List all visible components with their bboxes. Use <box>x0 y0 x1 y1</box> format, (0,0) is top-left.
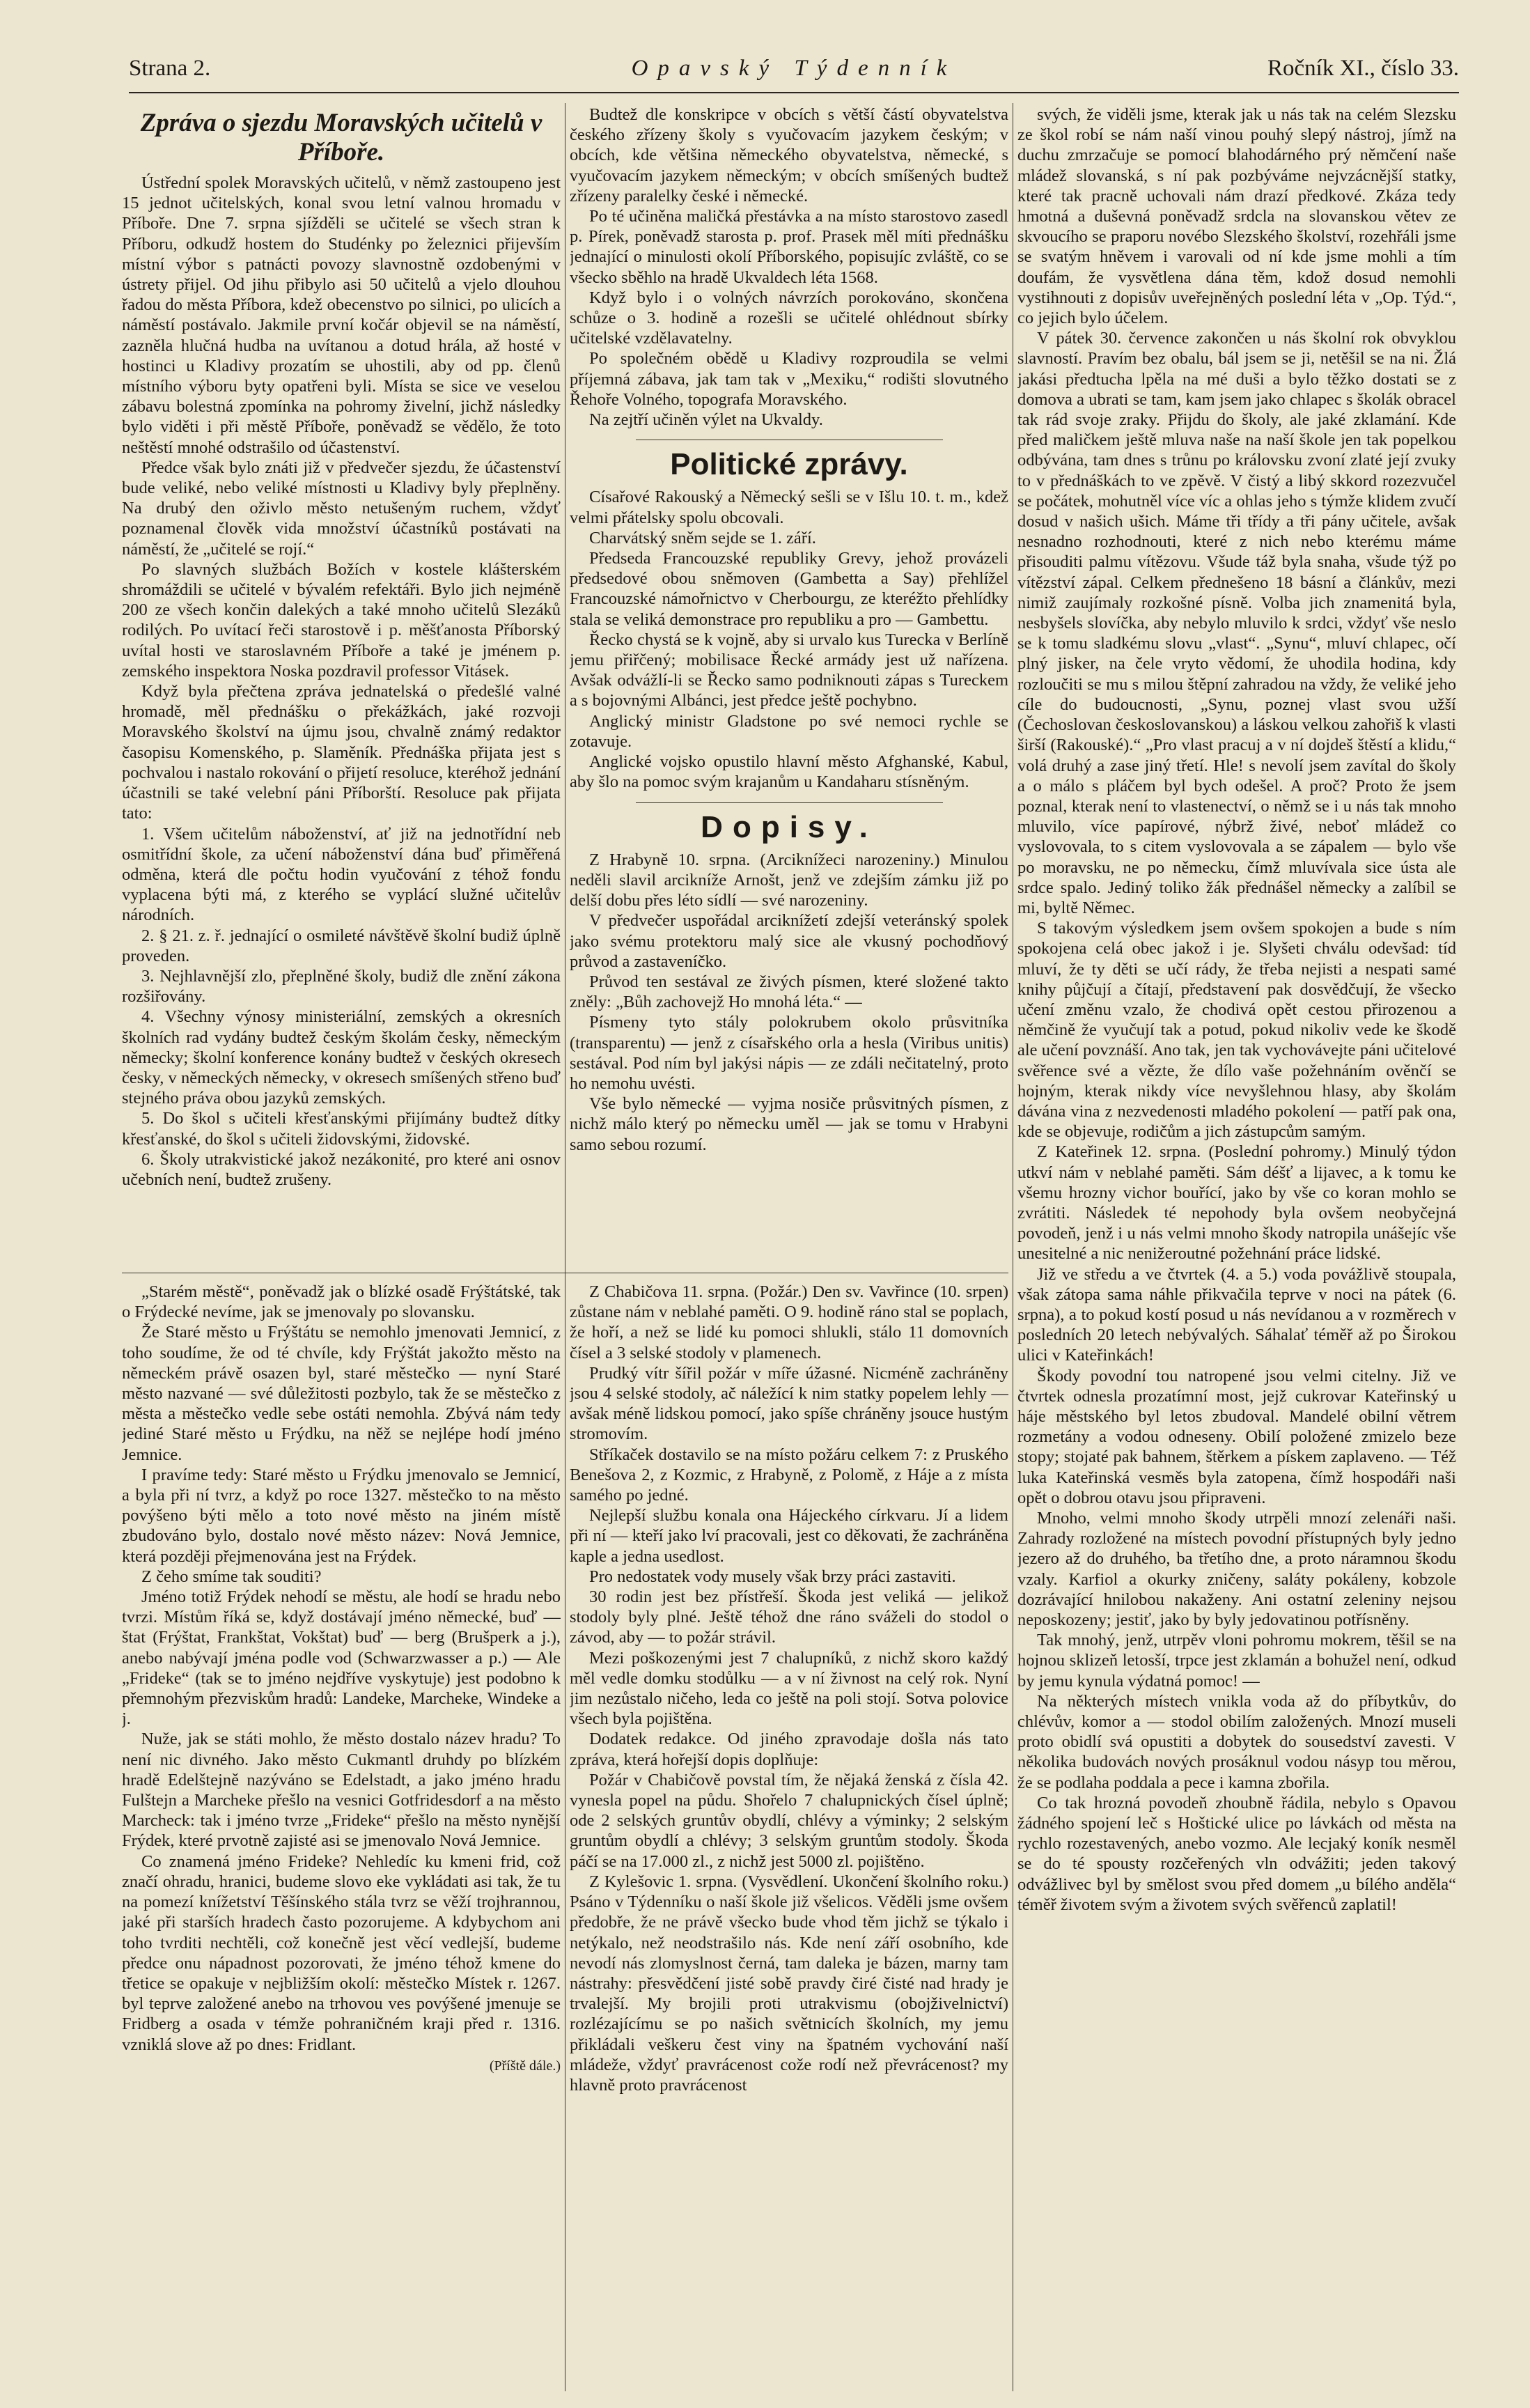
letters-section <box>570 850 1008 1155</box>
paragraph: Mezi poškozenými jest 7 chalupníků, z nichž skoro každý měl vedle domku stodůlku — a v ní živnost na celý rok. Nyní jim nezůstalo ničeho, leda co ještě na poli stojí. Sotva polovice všech byla pojištěna. <box>570 1648 1008 1729</box>
paragraph: Na některých místech vnikla voda až do příbytkův, do chlévův, komor a — stodol obilím založených. Mnozí museli proto obidlí svá opustiti a dobytek do sousedství zavesti. V několika budovách nových prosáknul vodou násyp tou měrou, že se podlaha poddala a pece i kamna zbořila. <box>1017 1691 1456 1792</box>
paragraph: V pátek 30. července zakončen u nás školní rok obvyklou slavností. Pravím bez obalu, bál jsem se ji, netěšil se na ni. Žlá jakási předtucha lpěla na mé duši a bylo těžko dostati se z domova a ubrati se tam, kam jsem jako chlapec s školák obracel tak rád svoje zraky. Přijdu do školy, ale jaké zklamání. Kde před maličkem ještě mluva naše na naší škole jen tak popelkou odbývána, tam dnes s trůnu po královsku zvoní zlaté její zvuky to v přednáškách to ve zpěvě. V čistý a libý skkord rozezvučel se počátek, mohutněl více víc a ohlas jeho s týmže klidem zvučí dosud v našich ušich. Máme tři třídy a tři pány učitele, avšak nesnadno rozhodnouti, které z nich nebo kterému máme přisouditi palmu vítězovu. Všude táž byla snaha, všude týž po vítězství zápal. Celkem přednešeno 18 básní a článkův, mezi nimiž zaujímaly rozkošné písně. Volba jich znamenitá byla, nesbyšels slovíčka, aby nebylo mluvilo k srdci, vždyť vše neslo se k tomu sladkému slovu „vlast“. „Synu“, mluví chlapec, očí plný jisker, na čele vryto vědomí, že uhodila hodina, kdy rozloučiti se mu s milou štěpní zahradou na vždy, že veliké jeho cíle do budoucnosti, „Synu, poznej vlast svou užší (Čechoslovan českoslovanskou) a láskou velkou zahořiš k vlasti širší (Rakouské).“ „Pro vlast pracuj a v ní dojdeš štěstí a klidu,“ volá druhý a zase jiný třetí. Hle! s nevolí jsem zavítal do školy a o málo s pláčem byl bych odešel. A proč? Proto že jsem poznal, kterak není to vlastenectví, o němž se i u nás tak mnoho mluvilo, více papírové, nýbrž živé, neboť mládež co vyslovovala, to s citem vyslovovala a se zápalem — bylo vše po moravsku, ne po německu, čímž mluvívala sice ústa ale srdce spalo. Jediný toliko žák přednášel německy a zalíbil se mi, byltě Němec. <box>1017 329 1456 917</box>
paragraph: Z Hrabyně 10. srpna. (Arciknížeci narozeniny.) Minulou neděli slavil arcikníže Arnošt, jenž ve zdejším zámku již po delší dobu přes léto sídlí — své narozeniny. <box>570 850 1008 910</box>
section-divider <box>636 802 943 803</box>
paragraph: Anglické vojsko opustilo hlavní město Afghanské, Kabul, aby šlo na pomoc svým krajanům u Kandaharu stísněným. <box>570 752 1008 792</box>
paragraph: Z Chabičova 11. srpna. (Požár.) Den sv. Vavřince (10. srpen) zůstane nám v neblahé paměti. O 9. hodině ráno stal se poplach, že hoří, a než se lidé ku pomoci shlukli, stálo 11 domovních čísel a 3 selské stodoly v plamenech. <box>570 1282 1008 1362</box>
article-continuation <box>570 104 1008 430</box>
paragraph: Když bylo i o volných návrzích porokováno, skončena schůze o 3. hodině a rozešli se učitelé ohlédnout sbírky učitelské vzdělavatelny. <box>570 288 1008 348</box>
politics-section <box>570 487 1008 792</box>
paragraph: Že Staré město u Frýštátu se nemohlo jmenovati Jemnicí, z toho soudíme, že od té chvíle, kdy Frýštát jakožto město na německém právě osazen byl, staré městečko — nyní Staré město nazvané — své důležitosti pozbylo, tak že se městečko z města a městečko vedle sebe ostáti nemohla. Zbývá nám tedy jediné Staré město u Frýdku, na něž se nejlépe hodí jméno Jemnice. <box>122 1323 561 1464</box>
paragraph: Požár v Chabičově povstal tím, že nějaká ženská z čísla 42. vynesla popel na půdu. Shořelo 7 chalupnických čísel úplně; ode 2 selských gruntův obydlí, chlévy a výminky; 2 selským gruntům obydlí a chlévy; 3 selským gruntům stodoly. Škoda páčí se na 17.000 zl., z nichž jest 5000 zl. pojištěno. <box>570 1770 1008 1871</box>
page-header <box>129 50 1459 93</box>
paragraph: Prudký vítr šířil požár v míře úžasné. Nicméně zachráněny jsou 4 selské stodoly, ač náležící k nim statky popelem lehly — avšak méně lidskou pomocí, jako spíše chráněny jsouce hustým stromovím. <box>570 1363 1008 1444</box>
continued-article <box>122 1282 561 2055</box>
paragraph: 4. Všechny výnosy ministeriální, zemských a okresních školních rad vydány budtež českým školám česky, německým německy; školní konference konány budtež v českých okresech česky, v německých německy, v okresech smíšených střeno buď stejného práva obou jazyků zemských. <box>122 1007 561 1108</box>
letters-heading: Dopisy. <box>701 809 877 844</box>
volume-issue: Ročník XI., číslo 33. <box>1267 56 1459 81</box>
paragraph: Ústřední spolek Moravských učitelů, v němž zastoupeno jest 15 jednot učitelských, konal svou letní valnou hromadu v Příboře. Dne 7. srpna sjížděli se učitelé se všech stran k Příboru, odkudž hostem do Studénky po železnici přijevším místní výbor s patnácti povozy slavnostně ozdobenými v ústrety přijel. Od jihu přibylo asi 50 učitelů a vjelo dlouhou řadou do města Příbora, kdež obecenstvo po silnici, po ulicích a náměstí postávalo. Jakmile první kočár objevil se na náměstí, zazněla hlučná hudba na uvítanou a dotud hrála, až hosté v hostinci u Kladivy prozatím se uhostili, aby od pp. členů místního výboru byty opatřeni byli. Místa se sice ve veselou zábavu bolestná zpomínka na pohromy živelní, jichž následky bylo viděti i při městě Příboře, poněvadž se vědělo, že toto neštěstí mnohé odstrašilo od účastenství. <box>122 173 561 457</box>
letters-column-3 <box>1017 104 1456 1915</box>
paragraph: V předvečer uspořádal arciknížetí zdejší veteránský spolek jako svému protektoru malý sice ale vkusný pochodňový průvod a zastaveníčko. <box>570 911 1008 971</box>
paragraph: Mnoho, velmi mnoho škody utrpěli mnozí zelenáři naši. Zahrady rozložené na místech povodní přístupných byly jedno jezero až do druhého, ba třetího dne, a proto náramnou škodu vzaly. Karfiol a okurky zničeny, saláty pokáleny, kobzole dozrávající hnilobou nakaženy. Ani ostatní zeleniny nejsou neposkozeny; jestiť, jako by byly jedovatinou potřísněny. <box>1017 1509 1456 1630</box>
paragraph: Pro nedostatek vody musely však brzy práci zastaviti. <box>589 1567 956 1586</box>
paragraph: Z čeho smíme tak souditi? <box>141 1567 322 1586</box>
paragraph: Předseda Francouzské republiky Grevy, jehož provázeli předsedové obou sněmoven (Gambetta a Say) přehlížel Francouzské námořnictvo v Cherbourgu, ze kteréžto přehlídky stala se veliká demonstrace pro republiku a pro — Gambettu. <box>570 549 1008 629</box>
column-3 <box>1017 104 1456 2389</box>
paragraph: Po slavných službách Božích v kostele klášterském shromáždili se učitelé v bývalém refektáři. Bylo jich nejméně 200 ze všech končin dalekých a také mnoho učitelů Slezáků rodilých. Po uvítací řeči starostově i p. měšťanosta Příborský uvítal hosti ve staroslavném Příboře a také je jménem p. zemského inspektora Noska pozdravil professor Vitásek. <box>122 559 561 681</box>
paragraph: Řecko chystá se k vojně, aby si urvalo kus Turecka v Berlíně jemu přiřčený; mobilisace Řecké armády jest už nařízena. Avšak odvážlí-li se Řecko samo podniknouti zápas s Tureckem a s bojovnými Albánci, jest předce ještě pochybno. <box>570 630 1008 710</box>
paragraph: Jméno totiž Frýdek nehodí se městu, ale hodí se hradu nebo tvrzi. Místům říká se, když dostávají jméno německé, buď — štat (Frýštat, Frankštat, Vokštat) buď — berg (Brušperk a j.), anebo nabývají jména podle vod (Schwarzwasser a p.) — Ale „Frideke“ (tak se to jméno nejdříve vyskytuje) jest podobno k přemnohým přezviskům hradů: Landeke, Marcheke, Windeke a j. <box>122 1587 561 1729</box>
paragraph: 30 rodin jest bez přístřeší. Škoda jest veliká — jelikož stodoly byly plné. Ještě téhož dne ráno sváželi do stodol o závod, aby — to požár strávil. <box>570 1587 1008 1647</box>
paragraph: Škody povodní tou natropené jsou velmi citelny. Již ve čtvrtek odnesla prozatímní most, jejž cukrovar Kateřinský u háje městského byl letos zbudoval. Mandelé obilní větrem rozmetány a vodou odneseny. Obilí položené zmizelo beze stopy; stojaté pak bahnem, štěrkem a pískem zaplaveno. — Též luka Kateřinská vesměs byla zatopena, čímž hospodáři naši opět o dobrou otavu jsou připraveni. <box>1017 1366 1456 1507</box>
paragraph: I pravíme tedy: Staré město u Frýdku jmenovalo se Jemnicí, a byla při ní tvrz, a když po roce 1327. městečko to na město povýšeno býti mělo a toto nové město na jiném místě zbudováno bylo, dostalo nové město název: Nová Jemnice, která později přejmenována jest na Frýdek. <box>122 1465 561 1566</box>
article-title: Zpráva o sjezdu Moravských učitelů v Příboře. <box>140 109 542 166</box>
paragraph: 5. Do škol s učiteli křesťanskými přijímány budtež dítky křesťanské, do škol s učiteli židovskými, židovské. <box>122 1109 561 1149</box>
page-number: Strana 2. <box>129 56 211 81</box>
paragraph: Budtež dle konskripce v obcích s větší částí obyvatelstva českého zřízeny školy s vyučovacím jazykem českým; v obcích, kde většina německého obyvatelstva, německé, s vyučovacím jazykem německým; v obcích smíšených budtež zřízeny paralelky české i německé. <box>570 105 1008 205</box>
continued-note: (Příště dále.) <box>489 2058 561 2074</box>
paragraph: Po té učiněna maličká přestávka a na místo starostovo zasedl p. Pírek, poněvadž starosta p. prof. Prasek měl míti přednášku jednající o minulosti okolí Příborského, popisujíc zvláště, co se všecko sběhlo na hradě Ukvaldech léta 1568. <box>570 207 1008 287</box>
paragraph: 6. Školy utrakvistické jakož nezákonité, pro které ani osnov učebních není, budtež zrušeny. <box>122 1149 561 1189</box>
paragraph: Písmeny tyto stály polokrubem okolo průsvitníka (transparentu) — jenž z císařského orla a hesla (Viribus unitis) sestával. Pod ním byl jakýsi nápis — ze zdáli nečitatelný, proto ho nemohu uvésti. <box>570 1013 1008 1093</box>
paragraph: Nejlepší službu konala ona Hájeckého církvaru. Jí a lidem při ní — kteří jako lví pracovali, jest co děkovati, že zachráněna kaple a jedna usedlost. <box>570 1506 1008 1566</box>
paragraph: Průvod ten sestával ze živých písmen, které složené takto zněly: „Bůh zachovejž Ho mnohá léta.“ — <box>570 972 1008 1012</box>
paragraph: Tak mnohý, jenž, utrpěv vloni pohromu mokrem, těšil se na hojnou sklizeň letosší, trpce jest zklamán a bohužel není, odkud by jemu kynula výdatná pomoc! — <box>1017 1631 1456 1691</box>
paragraph: Na zejtří učiněn výlet na Ukvaldy. <box>589 410 823 430</box>
politics-heading: Politické zprávy. <box>670 447 908 482</box>
paragraph: Charvátský sněm sejde se 1. září. <box>589 528 816 547</box>
paragraph: Císařové Rakouský a Německý sešli se v Išlu 10. t. m., kdež velmi přátelsky spolu obcovali. <box>570 488 1008 527</box>
paragraph: Vše bylo německé — vyjma nosiče průsvitných písmen, z nichž málo který po německu uměl — jak se tomu v Hrabyni samo sebou rozumí. <box>570 1094 1008 1154</box>
paragraph: Dodatek redakce. Od jiného zpravodaje došla nás tato zpráva, která hořejší dopis doplňuje: <box>570 1730 1008 1769</box>
masthead-title: Opavský Týdenník <box>631 56 957 81</box>
paragraph: 2. § 21. z. ř. jednající o osmileté návštěvě školní budiž úplně proveden. <box>122 926 561 965</box>
paragraph: Již ve středu a ve čtvrtek (4. a 5.) voda povážlivě stoupala, však zátopa sama náhle přikvačila teprve v noci na pátek (6. srpna), a to pokud kostí posud u nás nevídanou a v rozměrech v posledních 20 letech nebývalých. Sáhalať téměř až po Širokou ulici v Kateřinkách! <box>1017 1264 1456 1365</box>
paragraph: Předce však bylo znáti již v předvečer sjezdu, že účastenství bude veliké, nebo veliké místnosti u Kladivy byly přeplněny. Na drubý den oživlo město netušeným ruchem, vždyť poznamenal člověk vida množství účastníků postávati na náměstí, že „učitelé se rojí.“ <box>122 458 561 559</box>
paragraph: Z Kateřinek 12. srpna. (Poslední pohromy.) Minulý týdon utkví nám v neblahé paměti. Sám déšť a lijavec, a k tomu ke všemu hrozny vichor bouřící, jako by vše co koran mohlo se zvrátiti. Následek té nepohody byla ovšem neobyčejná povodeň, jenž i u nás velmi mnoho škody natropila unášejíc vše unesitelné a nic nenižeroutné požehnání práce lidské. <box>1017 1142 1456 1264</box>
column-1-top <box>122 104 561 1269</box>
article-body <box>122 173 561 1190</box>
column-2-top <box>570 104 1008 1269</box>
letters-continued <box>570 1282 1008 2095</box>
paragraph: Co tak hrozná povodeň zhoubně řádila, nebylo s Opavou žádného spojení leč s Hoštické ulice po lávkách od města na rychlo rozestavených, anebo vozmo. Ale lecjaký koník nesměl se do té spousty rozčeřených vln odvážiti; jeden takový odvážlivec byl by smělost svou před domem „u bílého anděla“ téměř životem svým a životem svých svěřenců zaplatil! <box>1017 1793 1456 1914</box>
paragraph: Z Kylešovic 1. srpna. (Vysvědlení. Ukončení školního roku.) Psáno v Týdenníku o naší škole již všelicos. Věděli jsme ovšem předobře, že ne právě všecko bude vhod těm jichž se týkalo i netýkalo, než neodstrašilo nás. Kde není září osobního, kde nevodí nás zlomyslnost černá, tam daleka je bázen, marny tam nástrahy: přesvědčení jisté sobě pravdy čiré čisté nad hrady je trvalejší. My brojili proti utrakvismu (obojživelnictví) rozlézajícímu se po našich světnicích školních, my jemu přikládali veškeru čest viny na špatném vychování naší mládeže, vždyť pravrácenost cože rodí než převrácenost? my hlavně proto pravrácenost <box>570 1872 1008 2095</box>
column-2-bottom <box>570 1282 1008 2389</box>
paragraph: Co znamená jméno Frideke? Nehledíc ku kmeni frid, což značí ohradu, hranici, budeme slovo eke vykládati asi tak, že tu na pomezí knížetství Těšínského stála tvrz se věží trojhrannou, jaké při starších hradech často pozorujeme. A kdybychom ani toho tvrditi nechtěli, což konečně jest věcí vedlejší, budeme předce onu nápadnost pozorovati, že jméno téhož kmene do třetice se opakuje v nejbližším okolí: městečko Místek r. 1267. byl teprve založené anebo na trhovou ves povýšené jmenuje se Fridberg a osada v témže pohraničném kraji před r. 1316. vzniklá slove až po dnes: Fridlant. <box>122 1851 561 2054</box>
paragraph: svých, že viděli jsme, kterak jak u nás tak na celém Slezsku ze škol robí se nám naší vinou pouhý slepý nástroj, jímž na duchu zmrzačuje se pomocí blahodárného prý němčení naše mládež slovanská, s ní pak pozbýváme nejvzácnější statky, které tak pracně uchovali nám drazí předkové. Zkáza tedy hmotná a duševná poněvadž srdcla na slovanskou větev ze skvoucího se praporu novébo Slezského školství, rozehřáli jsme se svatým hněvem i varovali od ní kde jsme mohli a tím doufám, že vysvětlena dána těm, kdož dosud nemohli vystihnouti z dopisův uveřejněných poslední léta v „Op. Týd.“, co jejich bylo účelem. <box>1017 105 1456 328</box>
paragraph: S takovým výsledkem jsem ovšem spokojen a bude s ním spokojena celá obec jakož i je. Slyšeti chválu odevšad: tíd mluví, že ty děti se učí rády, že třeba nejisti a nespati samé knihy půjčují a čítají, představení pak dosvědčují, že všecko učení změnu vzalo, že chodivá opět cestou přirozenou a němčině že vyučují tak a potud, pokud nikoliv vede ke škodě ale učení povznáší. Ano tak, jen tak vychovávejte páni učitelové svěřence své a vězte, že dílo vaše požehnáním ověnčí se hojným, kterak nikdy více nevyšlehnou hlasy, aby školám dávána vina z nezvedenosti mladého pokolení — patří pak ona, kde se objevuje, rodičům a jich zástupcům samým. <box>1017 919 1456 1142</box>
paragraph: Když byla přečtena zpráva jednatelská o předešlé valné hromadě, měl přednášku o překážkách, jaké rozvoji Moravského školství na újmu jsou, chvalně známý redaktor časopisu Komenského, p. Slaměník. Přednáška přijata jest s pochvalou i nastalo rokování o přijetí resoluce, kteréhož jednání účastnili se také velební páni Příborští. Resoluce pak přijata tato: <box>122 682 561 823</box>
paragraph: Nuže, jak se státi mohlo, že město dostalo název hradu? To není nic divného. Jako město Cukmantl druhdy po blízkém hradě Edelštejně nazýváno se Edelstadt, a jako jméno hradu Fulštejn a Marcheke přešlo na vesnici Gotfridesdorf a na město Marcheck: tak i jméno tvrze „Frideke“ přešlo na město nynější Frýdek, které prvotně zajisté asi se jmenovalo Nová Jemnice. <box>122 1730 561 1851</box>
paragraph: 1. Všem učitelům náboženství, ať již na jednotřídní neb osmitřídní škole, za učení náboženství dána buď přiměřená odměna, která dle počtu hodin vyučování z téhož fondu vyplacena býti má, z kterého se vyplácí služné učitelův národních. <box>122 824 561 925</box>
paragraph: 3. Nejhlavnější zlo, přeplněné školy, budiž dle znění zákona rozšiřovány. <box>122 966 561 1007</box>
paragraph: Anglický ministr Gladstone po své nemoci rychle se zotavuje. <box>570 711 1008 751</box>
paragraph: „Starém městě“, poněvadž jak o blízké osadě Frýštátské, tak o Frýdecké nevíme, jak se jmenovaly po slovansku. <box>122 1282 561 1322</box>
paragraph: Po společném obědě u Kladivy rozproudila se velmi příjemná zábava, jak tam tak v „Mexiku,“ rodišti slovutného Řehoře Volného, topografa Moravského. <box>570 349 1008 409</box>
column-1-bottom <box>122 1282 561 2389</box>
paragraph: Stříkaček dostavilo se na místo požáru celkem 7: z Pruského Benešova 2, z Kozmic, z Hrabyně, z Polomě, z Háje a z místa samého po jedné. <box>570 1445 1008 1505</box>
